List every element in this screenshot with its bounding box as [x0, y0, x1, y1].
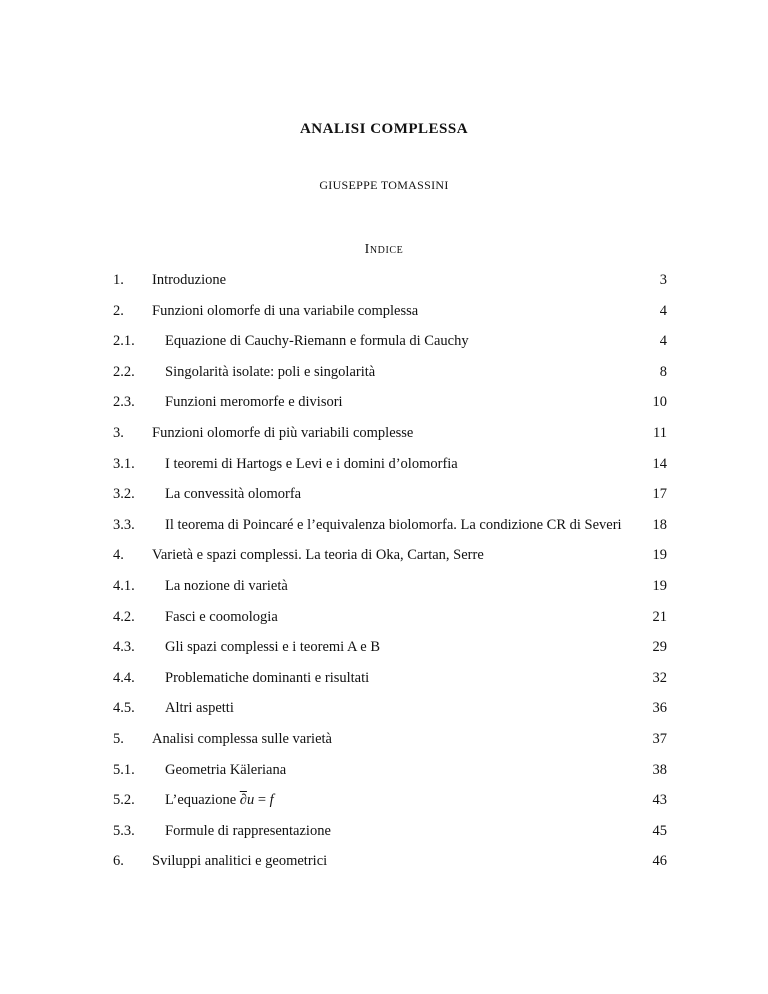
toc-entry-label: Gli spazi complessi e i teoremi A e B [165, 639, 381, 656]
toc-entry-page: 14 [652, 455, 667, 472]
toc-entry-label: I teoremi di Hartogs e Levi e i domini d’olomorfia [165, 455, 458, 472]
toc-entry-page: 36 [652, 700, 667, 717]
toc-entry [113, 632, 667, 663]
toc-entry [113, 571, 667, 602]
toc-entry-page: 32 [652, 669, 667, 686]
toc-entry-number: 3.1. [113, 455, 135, 472]
toc-entry-number: 5.2. [113, 792, 135, 809]
toc-entry-page: 4 [659, 333, 667, 350]
toc-entry [113, 510, 667, 541]
author-name: GIUSEPPE TOMASSINI [319, 178, 449, 192]
toc-entry-number: 3.3. [113, 516, 135, 533]
toc-entry-label: La convessità olomorfa [165, 486, 302, 503]
toc-entry-label: Formule di rappresentazione [165, 822, 331, 839]
toc-entry-page: 19 [652, 577, 667, 594]
toc-entry-page: 8 [659, 363, 667, 380]
toc-entry [113, 755, 667, 786]
toc-entry-label: Analisi complessa sulle varietà [152, 730, 332, 747]
toc-entry [113, 785, 667, 816]
toc-entry-number: 2. [113, 302, 124, 319]
toc-entry [113, 846, 667, 877]
toc-entry-label: Funzioni olomorfe di una variabile complessa [152, 302, 419, 319]
toc-entry-number: 4. [113, 547, 124, 564]
toc-entry-page: 37 [652, 730, 667, 747]
toc-entry-number: 3.2. [113, 486, 135, 503]
toc-entry-label: Equazione di Cauchy-Riemann e formula di Cauchy [165, 333, 469, 350]
toc-entry-number: 2.1. [113, 333, 135, 350]
toc-entry-label: Singolarità isolate: poli e singolarità [165, 363, 376, 380]
toc-entry-page: 43 [652, 792, 667, 809]
toc-entry-label: Problematiche dominanti e risultati [165, 669, 370, 686]
toc-entry [113, 418, 667, 449]
toc-entry-number: 6. [113, 853, 124, 870]
toc-entry [113, 357, 667, 388]
toc-entry-number: 4.2. [113, 608, 135, 625]
toc-entry-number: 3. [113, 424, 124, 441]
toc-entry-number: 5.3. [113, 822, 135, 839]
toc-entry-page: 29 [652, 639, 667, 656]
toc-entry [113, 296, 667, 327]
toc-entry-page: 46 [652, 853, 667, 870]
toc-entry [113, 326, 667, 357]
toc-entry [113, 449, 667, 480]
toc-entry-page: 18 [652, 516, 667, 533]
toc-entry-page: 17 [652, 486, 667, 503]
toc-entry-page: 11 [653, 424, 667, 441]
toc-entry-page: 21 [652, 608, 667, 625]
toc-entry-page: 3 [659, 272, 667, 288]
toc-entry-label: Fasci e coomologia [165, 608, 278, 625]
toc-heading: Indice [364, 242, 404, 257]
toc-entry-number: 4.4. [113, 669, 135, 686]
toc-entry-page: 10 [652, 394, 667, 411]
toc-entry-page: 4 [659, 302, 667, 319]
toc-entry-label: Altri aspetti [165, 700, 234, 717]
toc-entry [113, 540, 667, 571]
table-of-contents [113, 265, 667, 877]
toc-entry [113, 693, 667, 724]
document-title: ANALISI COMPLESSA [299, 121, 469, 137]
toc-entry-label: Varietà e spazi complessi. La teoria di Oka, Cartan, Serre [152, 547, 484, 564]
toc-entry [113, 265, 667, 296]
toc-entry [113, 602, 667, 633]
toc-entry-label: Il teorema di Poincaré e l’equivalenza biolomorfa. La condizione CR di Severi [165, 516, 622, 533]
toc-entry-number: 2.2. [113, 363, 135, 380]
toc-entry-label: Funzioni olomorfe di più variabili complesse [152, 424, 414, 441]
toc-entry [113, 816, 667, 847]
toc-entry-page: 19 [652, 547, 667, 564]
toc-entry [113, 387, 667, 418]
toc-entry [113, 479, 667, 510]
toc-entry-page: 38 [652, 761, 667, 778]
toc-entry-number: 5. [113, 730, 124, 747]
toc-entry-label: Introduzione [152, 272, 227, 288]
toc-entry-number: 2.3. [113, 394, 135, 411]
toc-entry-label: L’equazione ∂u = f [165, 792, 274, 809]
toc-entry [113, 724, 667, 755]
toc-entry-number: 4.5. [113, 700, 135, 717]
toc-entry-label: Funzioni meromorfe e divisori [165, 394, 343, 411]
toc-entry-number: 4.3. [113, 639, 135, 656]
toc-entry-number: 5.1. [113, 761, 135, 778]
toc-entry-label: La nozione di varietà [165, 577, 288, 594]
toc-entry-number: 4.1. [113, 577, 135, 594]
toc-entry-number: 1. [113, 272, 124, 288]
toc-entry-page: 45 [652, 822, 667, 839]
toc-entry-label: Geometria Käleriana [165, 761, 287, 778]
toc-entry-label: Sviluppi analitici e geometrici [152, 853, 328, 870]
toc-entry [113, 663, 667, 694]
